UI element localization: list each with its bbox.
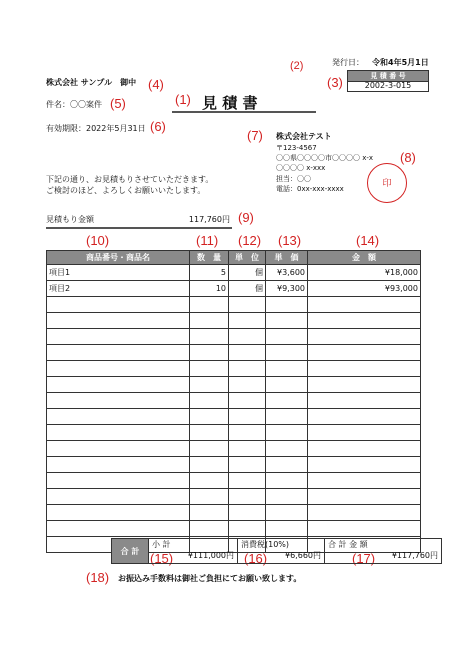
- annotation-7: (7): [247, 128, 263, 143]
- table-row: [47, 409, 421, 425]
- cell-item-name: [47, 409, 190, 425]
- title-block: [172, 92, 316, 113]
- cell-quantity: [190, 329, 229, 345]
- issuer-address-1: 〇〇県〇〇〇〇市〇〇〇〇 x-x: [276, 154, 374, 162]
- cell-unit: [229, 521, 266, 537]
- tax-value: ¥6,660円: [285, 551, 321, 560]
- cell-item-name: [47, 473, 190, 489]
- cell-unit-price: ¥9,300: [266, 281, 308, 297]
- message-line-1: 下記の通り、お見積もりさせていただきます。: [46, 175, 214, 184]
- table-row: [47, 345, 421, 361]
- cell-amount: [308, 489, 421, 505]
- annotation-16: (16): [244, 551, 268, 566]
- table-row: [47, 425, 421, 441]
- cell-quantity: 5: [190, 265, 229, 281]
- table-row: [47, 265, 421, 281]
- cell-quantity: [190, 361, 229, 377]
- cell-unit: [229, 473, 266, 489]
- table-row: [47, 505, 421, 521]
- cell-amount: [308, 329, 421, 345]
- subject: 件名：〇〇案件: [46, 100, 102, 109]
- cell-amount: ¥18,000: [308, 265, 421, 281]
- cell-item-name: 項目2: [47, 281, 190, 297]
- footer-note: お振込み手数料は御社ご負担にてお願い致します。: [118, 574, 302, 583]
- issue-date-value: 令和4年5月1日: [372, 58, 429, 67]
- annotation-12: (12): [238, 233, 262, 248]
- table-row: [47, 313, 421, 329]
- cell-item-name: 項目1: [47, 265, 190, 281]
- annotation-6: (6): [150, 119, 166, 134]
- subtotal-value: ¥111,000円: [187, 551, 234, 560]
- cell-amount: [308, 313, 421, 329]
- cell-item-name: [47, 425, 190, 441]
- cell-unit-price: [266, 521, 308, 537]
- cell-unit: [229, 361, 266, 377]
- cell-unit-price: [266, 297, 308, 313]
- cell-amount: [308, 377, 421, 393]
- cell-quantity: [190, 409, 229, 425]
- issue-date-label: 発行日：: [332, 58, 364, 67]
- cell-item-name: [47, 313, 190, 329]
- annotation-13: (13): [278, 233, 302, 248]
- cell-unit: [229, 425, 266, 441]
- cell-amount: [308, 473, 421, 489]
- message-line-2: ご検討のほど、よろしくお願いいたします。: [46, 186, 206, 195]
- column-header-unit: 単 位: [229, 251, 266, 265]
- cell-unit: [229, 329, 266, 345]
- estimate-amount-value: 117,760円: [188, 215, 230, 224]
- table-row: [47, 329, 421, 345]
- page-title: 見 積 書: [202, 94, 258, 112]
- cell-unit: [229, 297, 266, 313]
- annotation-1: (1): [175, 92, 191, 107]
- cell-item-name: [47, 505, 190, 521]
- cell-item-name: [47, 521, 190, 537]
- cell-amount: [308, 441, 421, 457]
- annotation-15: (15): [150, 551, 174, 566]
- annotation-18: (18): [86, 570, 110, 585]
- table-row: [47, 457, 421, 473]
- annotation-11: (11): [196, 233, 219, 248]
- annotation-14: (14): [356, 233, 380, 248]
- column-header-quantity: 数 量: [190, 251, 229, 265]
- cell-unit: [229, 377, 266, 393]
- cell-item-name: [47, 457, 190, 473]
- valid-until: 有効期限：2022年5月31日: [46, 124, 146, 133]
- cell-unit-price: [266, 361, 308, 377]
- recipient-name: 株式会社 サンプル 御中: [46, 78, 137, 87]
- annotation-17: (17): [352, 551, 376, 566]
- cell-quantity: [190, 345, 229, 361]
- issuer-phone: 電話：0xx-xxx-xxxx: [276, 185, 344, 193]
- grand-total-label: 合 計 金 額: [328, 540, 368, 549]
- cell-item-name: [47, 441, 190, 457]
- cell-unit: [229, 441, 266, 457]
- cell-amount: [308, 425, 421, 441]
- cell-quantity: [190, 457, 229, 473]
- cell-unit-price: [266, 425, 308, 441]
- cell-unit: 個: [229, 281, 266, 297]
- estimate-number-value: 2002-3-015: [347, 81, 429, 92]
- cell-item-name: [47, 377, 190, 393]
- cell-amount: [308, 393, 421, 409]
- cell-unit-price: [266, 473, 308, 489]
- annotation-3: (3): [327, 75, 343, 90]
- cell-unit-price: [266, 505, 308, 521]
- cell-amount: [308, 409, 421, 425]
- table-header-row: [47, 251, 421, 265]
- annotation-9: (9): [238, 210, 254, 225]
- cell-item-name: [47, 329, 190, 345]
- table-row: [47, 489, 421, 505]
- annotation-10: (10): [86, 233, 110, 248]
- cell-quantity: [190, 297, 229, 313]
- column-header-amount: 金 額: [308, 251, 421, 265]
- cell-amount: [308, 361, 421, 377]
- annotation-5: (5): [110, 96, 126, 111]
- cell-amount: ¥93,000: [308, 281, 421, 297]
- cell-item-name: [47, 393, 190, 409]
- cell-amount: [308, 457, 421, 473]
- table-row: [47, 361, 421, 377]
- subtotal-label: 小 計: [152, 540, 171, 549]
- table-row: [47, 473, 421, 489]
- table-row: [47, 441, 421, 457]
- cell-quantity: [190, 505, 229, 521]
- estimate-amount-label: 見積もり金額: [46, 215, 94, 224]
- issuer-address-2: 〇〇〇〇 x-xxx: [276, 164, 326, 172]
- table-row: [47, 281, 421, 297]
- cell-unit: [229, 345, 266, 361]
- cell-unit: [229, 505, 266, 521]
- grand-total-cell: [325, 539, 442, 564]
- cell-unit-price: [266, 393, 308, 409]
- cell-unit-price: [266, 489, 308, 505]
- cell-unit: 個: [229, 265, 266, 281]
- cell-amount: [308, 297, 421, 313]
- totals-table: [111, 538, 442, 564]
- cell-quantity: [190, 377, 229, 393]
- cell-unit: [229, 489, 266, 505]
- annotation-8: (8): [400, 150, 416, 165]
- estimate-amount-row: [46, 213, 232, 229]
- annotation-4: (4): [148, 77, 164, 92]
- annotation-2: (2): [290, 60, 304, 72]
- issuer-company: 株式会社テスト: [276, 132, 332, 141]
- cell-unit-price: [266, 409, 308, 425]
- cell-item-name: [47, 489, 190, 505]
- cell-unit-price: [266, 345, 308, 361]
- totals-label: 合 計: [112, 539, 149, 564]
- cell-unit-price: [266, 441, 308, 457]
- table-row: [47, 297, 421, 313]
- cell-unit-price: [266, 377, 308, 393]
- table-row: [47, 521, 421, 537]
- table-row: [47, 377, 421, 393]
- cell-amount: [308, 505, 421, 521]
- issuer-postal: 〒123-4567: [276, 144, 317, 152]
- cell-unit-price: [266, 313, 308, 329]
- tax-cell: [238, 539, 325, 564]
- cell-quantity: [190, 473, 229, 489]
- tax-label: 消費税(10%): [241, 540, 290, 549]
- cell-unit: [229, 393, 266, 409]
- cell-item-name: [47, 297, 190, 313]
- seal-stamp: 印: [367, 163, 407, 203]
- cell-unit-price: [266, 329, 308, 345]
- cell-unit: [229, 457, 266, 473]
- subtotal-cell: [149, 539, 238, 564]
- cell-amount: [308, 345, 421, 361]
- cell-quantity: [190, 393, 229, 409]
- cell-quantity: 10: [190, 281, 229, 297]
- column-header-unit-price: 単 価: [266, 251, 308, 265]
- cell-quantity: [190, 313, 229, 329]
- table-row: [47, 393, 421, 409]
- items-table: [46, 250, 421, 553]
- estimate-number-label: 見 積 番 号: [347, 70, 429, 82]
- cell-quantity: [190, 521, 229, 537]
- cell-unit-price: ¥3,600: [266, 265, 308, 281]
- cell-quantity: [190, 441, 229, 457]
- column-header-item-name: 商品番号・商品名: [47, 251, 190, 265]
- cell-unit: [229, 409, 266, 425]
- cell-unit: [229, 313, 266, 329]
- cell-item-name: [47, 361, 190, 377]
- cell-unit-price: [266, 457, 308, 473]
- issuer-contact: 担当：〇〇: [276, 175, 311, 183]
- grand-total-value: ¥117,760円: [391, 551, 438, 560]
- cell-item-name: [47, 345, 190, 361]
- cell-amount: [308, 521, 421, 537]
- cell-quantity: [190, 425, 229, 441]
- cell-quantity: [190, 489, 229, 505]
